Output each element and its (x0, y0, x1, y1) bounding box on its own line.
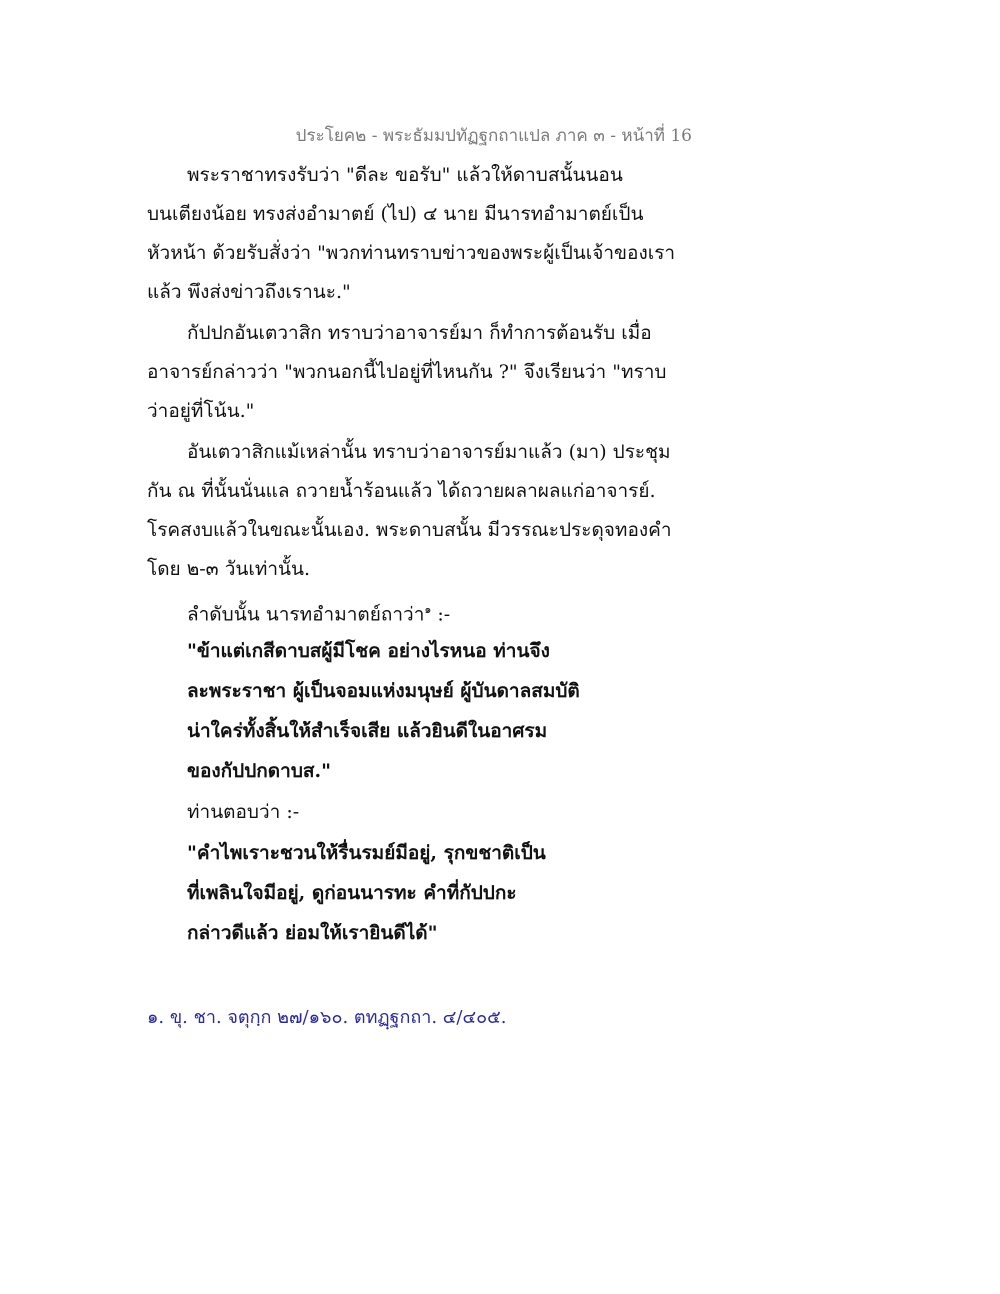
body-line-5: กัปปกอันเตวาสิก ทราบว่าอาจารย์มา ก็ทำการต้อนรับ เมื่อ (187, 322, 652, 344)
footnote-marker: ๑ (424, 603, 432, 616)
verse-1-line-2: ละพระราชา ผู้เป็นจอมแห่งมนุษย์ ผู้บันดาลสมบัติ (187, 680, 580, 702)
verse-2-line-3: กล่าวดีแล้ว ย่อมให้เรายินดีได้" (187, 922, 438, 944)
body-line-11: โดย ๒-๓ วันเท่านั้น. (147, 558, 311, 580)
verse-1-line-1: "ข้าแต่เกสีดาบสผู้มีโชค อย่างไรหนอ ท่านจึง (187, 640, 550, 662)
verse-1-line-4: ของกัปปกดาบส." (187, 760, 331, 782)
body-line-1: พระราชาทรงรับว่า "ดีละ ขอรับ" แล้วให้ดาบสนั้นนอน (187, 164, 623, 186)
body-line-12 (187, 597, 450, 627)
verse-2-line-2: ที่เพลินใจมีอยู่, ดูก่อนนารทะ คำที่กัปปกะ (187, 882, 517, 904)
answer-intro: ท่านตอบว่า :- (187, 801, 300, 823)
page-header: ประโยค๒ - พระธัมมปทัฏฐกถาแปล ภาค ๓ - หน้าที่ 16 (295, 126, 692, 146)
question-suffix: :- (431, 603, 451, 626)
body-line-4: แล้ว พึงส่งข่าวถึงเรานะ." (147, 281, 351, 303)
body-line-9: กัน ณ ที่นั้นนั่นแล ถวายน้ำร้อนแล้ว ได้ถวายผลาผลแก่อาจารย์. (147, 480, 656, 502)
body-line-3: หัวหน้า ด้วยรับสั่งว่า "พวกท่านทราบข่าวของพระผู้เป็นเจ้าของเรา (147, 242, 676, 264)
verse-1-line-3: น่าใคร่ทั้งสิ้นให้สำเร็จเสีย แล้วยินดีในอาศรม (187, 720, 548, 742)
body-line-10: โรคสงบแล้วในขณะนั้นเอง. พระดาบสนั้น มีวรรณะประดุจทองคำ (147, 519, 672, 541)
body-line-7: ว่าอยู่ที่โน้น." (147, 400, 255, 422)
verse-2-line-1: "คำไพเราะชวนให้รื่นรมย์มีอยู่, รุกขชาติเป็น (187, 842, 546, 864)
body-line-8: อันเตวาสิกแม้เหล่านั้น ทราบว่าอาจารย์มาแล้ว (มา) ประชุม (187, 441, 671, 463)
body-line-2: บนเตียงน้อย ทรงส่งอำมาตย์ (ไป) ๔ นาย มีนารทอำมาตย์เป็น (147, 203, 644, 225)
footnote: ๑. ขุ. ชา. จตุกฺก ๒๗/๑๖๐. ตทฏฺฐกถา. ๔/๔๐๕. (147, 1007, 507, 1028)
body-line-6: อาจารย์กล่าวว่า "พวกนอกนี้ไปอยู่ที่ไหนกัน ?" จึงเรียนว่า "ทราบ (147, 361, 667, 383)
question-intro: ลำดับนั้น นารทอำมาตย์ถาว่า (187, 603, 425, 626)
